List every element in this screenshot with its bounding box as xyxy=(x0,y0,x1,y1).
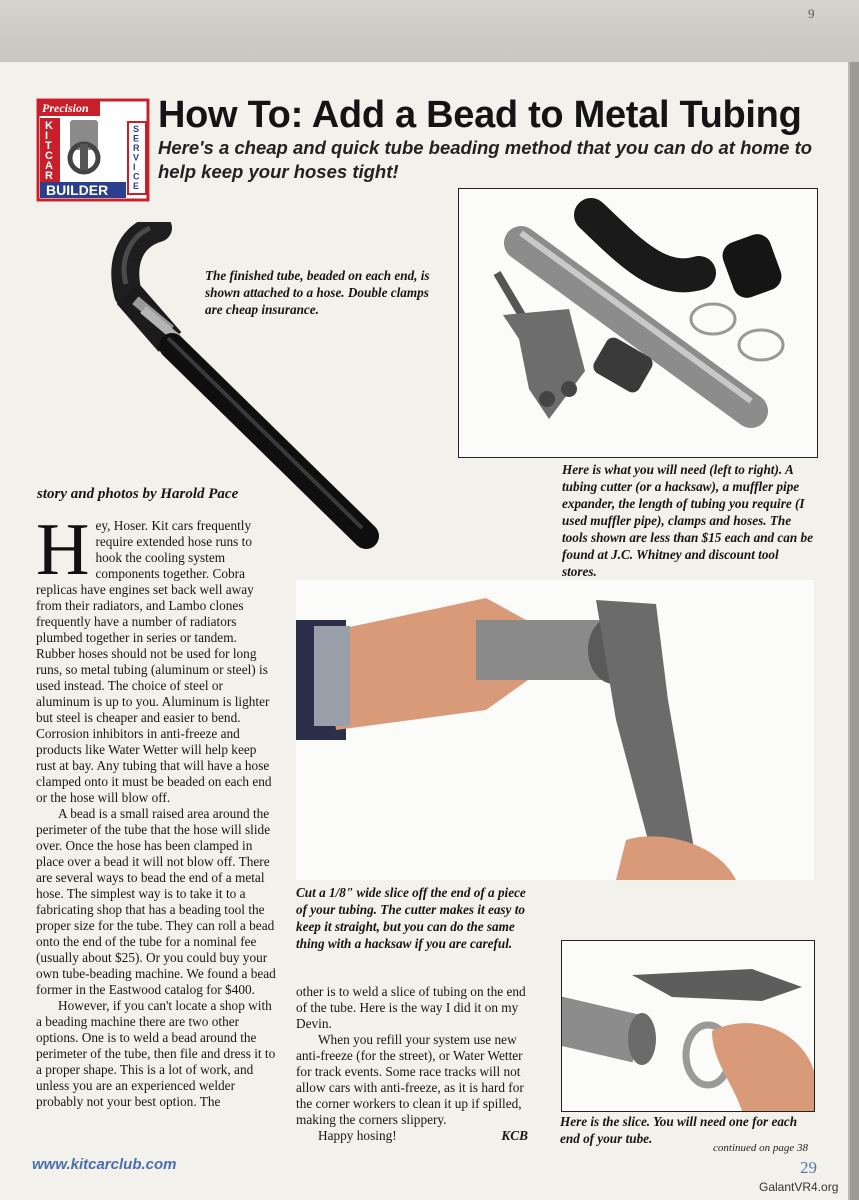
logo-letter-right: S xyxy=(133,124,140,134)
body-column-1 xyxy=(36,509,276,1110)
photo-tools-needed xyxy=(458,188,818,458)
footer-website-link[interactable]: www.kitcarclub.com xyxy=(32,1156,177,1173)
logo-letter-left: C xyxy=(45,150,53,162)
byline: story and photos by Harold Pace xyxy=(37,486,239,502)
drop-cap: H xyxy=(36,509,90,591)
logo-letter-right: C xyxy=(133,171,140,182)
caption-the-slice: Here is the slice. You will need one for each end of your tube. xyxy=(560,1114,798,1146)
caption-what-you-need: Here is what you will need (left to right). A tubing cutter (or a hacksaw), a muffler pipe expander, the length of tubing you require (I used muffler pipe), clamps and hoses. The tools shown are less than $15 each and can be found at J.C. Whitney and discount tool stores. xyxy=(562,462,813,579)
logo-letter-left: K xyxy=(45,120,53,132)
body-paragraph-3: However, if you can't locate a shop with a beading machine there are two other options. One is to weld a bead around the perimeter of the tube, then file and dress it to a proper shape. This is a lot of work, and unless you are an experienced welder probably not your best option. The xyxy=(36,998,276,1109)
closing-line xyxy=(296,1128,528,1144)
logo-letter-right: V xyxy=(133,152,140,163)
logo-letter-right: E xyxy=(133,181,140,191)
logo-builder-text: BUILDER xyxy=(46,182,109,198)
logo-letter-right: R xyxy=(133,143,140,153)
scan-background-top xyxy=(0,0,859,62)
body-paragraph-5: When you refill your system use new anti-freeze (for the street), or Water Wetter for track events. Some race tracks will not allow cars with anti-freeze, as it is hard for the corner workers to clean it up if spilled, making the corners slippery. xyxy=(296,1032,524,1127)
kitcar-builder-logo xyxy=(36,98,150,202)
photo-cutting-slice xyxy=(296,580,814,880)
continued-note: continued on page 38 xyxy=(713,1142,809,1154)
article-title: How To: Add a Bead to Metal Tubing xyxy=(158,94,802,136)
photo-the-slice xyxy=(561,940,815,1112)
logo-letter-left: R xyxy=(45,170,53,182)
logo-letter-left: I xyxy=(45,130,49,142)
logo-precision-text: Precision xyxy=(42,101,89,115)
logo-letter-left: T xyxy=(45,140,52,152)
article-subtitle: Here's a cheap and quick tube beading method that you can do at home to help keep your hoses tight! xyxy=(158,137,813,182)
logo-letter-right: E xyxy=(133,133,140,144)
logo-letter-left: A xyxy=(45,160,53,172)
caption-cut-slice: Cut a 1/8" wide slice off the end of a piece of your tubing. The cutter makes it easy to keep it straight, but you can do the same thing with a hacksaw if you are careful. xyxy=(296,885,526,951)
closing-text: Happy hosing! xyxy=(318,1128,397,1143)
body-paragraph-2: A bead is a small raised area around the perimeter of the tube that the hose will slide over. Once the hose has been clamped in place over a bead it will not blow off. There are several ways to bead the end of a metal hose. The simplest way is to take it to a fabricating shop that has a beading tool the proper size for the tube. They can roll a bead onto the end of the tube for a nominal fee (usually about $25). Or you could buy your own tube-beading machine. We found a bead former in the Eastwood catalog for $400. xyxy=(36,806,276,997)
facing-page-number: 9 xyxy=(808,6,815,21)
signature: KCB xyxy=(501,1128,528,1143)
body-column-2 xyxy=(296,984,528,1144)
page-edge xyxy=(850,62,859,1200)
page-number: 29 xyxy=(800,1158,817,1177)
caption-finished-tube: The finished tube, beaded on each end, is shown attached to a hose. Double clamps are cheap insurance. xyxy=(205,268,430,317)
logo-letter-right: I xyxy=(133,162,136,172)
site-watermark: GalantVR4.org xyxy=(759,1180,839,1194)
body-paragraph-4: other is to weld a slice of tubing on the end of the tube. Here is the way I did it on my Devin. xyxy=(296,984,526,1031)
body-paragraph-1: Hey, Hoser. Kit cars frequently require extended hose runs to hook the cooling system components together. Cobra replicas have engines set back well away from their radiators, and Lambo clones frequently have a number of radiators plumbed together in series or tandem. Rubber hoses should not be used for long runs, so metal tubing (aluminum or steel) is used instead. The choice of steel or aluminum is up to you. Aluminum is lighter but steel is cheaper and easier to bend. Corrosion inhibitors in anti-freeze and products like Water Wetter will help keep rust at bay. Any tubing that will have a hose clamped onto it must be beaded on each end or the hose will blow off. xyxy=(36,509,272,805)
